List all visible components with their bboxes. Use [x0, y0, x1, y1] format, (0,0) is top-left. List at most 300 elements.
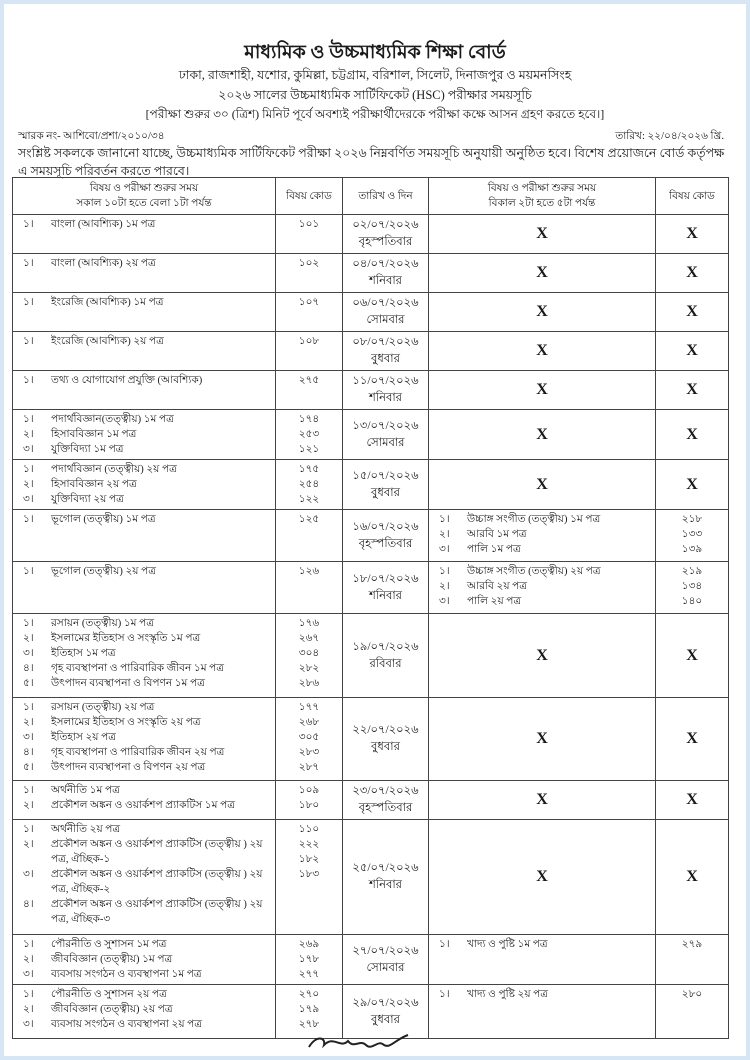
morning-codes-cell [276, 254, 343, 293]
exam-day: শনিবার [368, 275, 403, 287]
morning-subjects-cell [13, 985, 276, 1039]
item-number: ৪। [23, 747, 34, 758]
subject-name: ইংরেজি (আবশ্যিক) ১ম পত্র [51, 297, 164, 308]
subject-name: প্রকৌশল অঙ্কন ও ওয়ার্কশপ প্র্যাকটিস (তত্ত্বীয় ) ২য় পত্র, ঐচ্ছিক-২ [51, 869, 263, 895]
subject-code: ১৩৩ [681, 529, 703, 540]
subject-item [17, 700, 271, 715]
no-exam-mark: X [686, 730, 698, 747]
item-number: ৫। [23, 762, 34, 773]
subject-item [17, 798, 271, 813]
signature [304, 1029, 414, 1055]
no-exam-mark: X [686, 264, 698, 281]
no-exam-mark: X [536, 342, 548, 359]
subject-code: ২১৮ [681, 514, 703, 525]
subject-name: রসায়ন (তত্ত্বীয়) ২য় পত্র [51, 702, 155, 713]
exam-day: সোমবার [366, 436, 405, 449]
issue-date: তারিখ: ২২/০৪/২০২৬ খ্রি. [615, 131, 724, 142]
item-number: ২। [439, 581, 450, 592]
subject-name: গৃহ ব্যবস্থাপনা ও পারিবারিক জীবন ১ম পত্র [51, 663, 225, 674]
subject-item [17, 661, 271, 676]
no-exam-mark: X [536, 646, 548, 664]
exam-date: ১৯/০৭/২০২৬ [352, 640, 419, 653]
subject-code: ২৭৮ [298, 1019, 320, 1030]
item-number: ৫। [23, 678, 34, 689]
morning-subjects-cell [13, 254, 276, 293]
table-row [13, 510, 729, 562]
subject-name: আরবি ২য় পত্র [467, 581, 527, 592]
no-exam-mark: X [536, 730, 548, 747]
subject-code: ২৭৫ [298, 375, 320, 386]
subject-name: উৎপাদন ব্যবস্থাপনা ও বিপণন ১ম পত্র [51, 678, 205, 689]
subject-code: ১৮২ [298, 854, 320, 865]
header-code: বিষয় কোড [276, 178, 343, 215]
subject-code: ১৮০ [298, 800, 320, 811]
morning-codes-cell [276, 781, 343, 820]
no-exam-mark: X [536, 791, 548, 808]
date-day-cell [343, 820, 429, 935]
morning-codes-cell [276, 410, 343, 460]
header-morning-subject [13, 178, 276, 215]
no-exam-mark: X [536, 264, 548, 281]
no-exam-mark: X [686, 646, 698, 664]
afternoon-codes-cell [656, 460, 729, 510]
schedule-title: ২০২৬ সালের উচ্চমাধ্যমিক সার্টিফিকেট (HSC) পরীক্ষার সময়সূচি [218, 88, 532, 102]
afternoon-codes-cell [656, 562, 729, 614]
item-number: ১। [23, 785, 34, 796]
afternoon-codes-cell [656, 614, 729, 698]
afternoon-subjects-cell [429, 820, 656, 935]
exam-schedule-table [12, 177, 729, 1039]
subject-item [433, 542, 651, 557]
subject-code: ২৬৮ [298, 717, 320, 728]
morning-codes-cell [276, 371, 343, 410]
morning-subjects-cell [13, 293, 276, 332]
subject-code: ১২১ [298, 444, 320, 455]
exam-day: বৃহস্পতিবার [358, 537, 413, 550]
item-number: ১। [23, 514, 34, 525]
morning-subjects-cell [13, 215, 276, 254]
table-row [13, 698, 729, 781]
subject-item [17, 512, 271, 527]
morning-codes-cell [276, 460, 343, 510]
item-number: ১। [23, 219, 34, 230]
afternoon-codes-cell [656, 820, 729, 935]
subject-item [17, 646, 271, 661]
subject-item [17, 462, 271, 477]
subject-code: ২৫৪ [298, 479, 320, 490]
no-exam-mark: X [536, 225, 548, 242]
table-header-row [13, 178, 729, 215]
date-day-cell [343, 935, 429, 985]
item-number: ২। [23, 479, 34, 490]
item-number: ১। [23, 824, 34, 835]
item-number: ১। [23, 566, 34, 577]
morning-codes-cell [276, 510, 343, 562]
subject-name: উৎপাদন ব্যবস্থাপনা ও বিপণন ২য় পত্র [51, 762, 206, 773]
subject-code: ২৮০ [681, 989, 703, 1000]
afternoon-codes-cell [656, 781, 729, 820]
date-day-cell [343, 215, 429, 254]
morning-subjects-cell [13, 510, 276, 562]
subject-name: প্রকৌশল অঙ্কন ও ওয়ার্কশপ প্র্যাকটিস ১ম পত্র [51, 800, 235, 811]
morning-subjects-cell [13, 698, 276, 781]
afternoon-subjects-cell [429, 698, 656, 781]
afternoon-codes-cell [656, 215, 729, 254]
subject-code: ৩০৫ [298, 732, 320, 743]
no-exam-mark: X [686, 791, 698, 808]
morning-subjects-cell [13, 332, 276, 371]
afternoon-subjects-cell [429, 935, 656, 985]
subject-item [17, 616, 271, 631]
header-time: বিকাল ২টা হতে ৫টা পর্যন্ত [488, 198, 596, 209]
table-row [13, 460, 729, 510]
subject-item [17, 334, 271, 349]
subject-item [17, 442, 271, 457]
intro-paragraph: সংশ্লিষ্ট সকলকে জানানো যাচ্ছে, উচ্চমাধ্যমিক সার্টিফিকেট পরীক্ষা ২০২৬ নিম্নবর্ণিত সময়সূচি অনুযায়ী অনুষ্ঠিত হবে। বিশেষ প্রয়োজনে বোর্ড কর্তৃপক্ষ এ সময়সূচি পরিবর্তন করতে পারবে। [18, 146, 725, 178]
no-exam-mark: X [686, 475, 698, 493]
exam-date: ২৯/০৭/২০২৬ [352, 996, 419, 1009]
subject-name: প্রকৌশল অঙ্কন ও ওয়ার্কশপ প্র্যাকটিস (তত্ত্বীয় ) ২য় পত্র, ঐচ্ছিক-১ [51, 839, 263, 865]
afternoon-codes-cell [656, 985, 729, 1039]
subject-code: ১৭৯ [298, 1004, 320, 1015]
subject-item [17, 427, 271, 442]
no-exam-mark: X [536, 868, 548, 885]
exam-day: শনিবার [368, 879, 403, 891]
subject-name: রসায়ন (তত্ত্বীয়) ১ম পত্র [51, 618, 154, 629]
exam-date: ২৩/০৭/২০২৬ [352, 785, 419, 797]
table-row [13, 215, 729, 254]
morning-subjects-cell [13, 781, 276, 820]
subject-name: পৌরনীতি ও সুশাসন ১ম পত্র [51, 939, 167, 950]
subject-code: ১০১ [298, 219, 320, 230]
subject-name: পদার্থবিজ্ঞান (তত্ত্বীয়) ২য় পত্র [51, 464, 177, 475]
exam-day: বুধবার [371, 1013, 400, 1026]
subject-item [17, 760, 271, 775]
subject-item [17, 295, 271, 310]
subject-item [17, 412, 271, 427]
exam-date: ০৮/০৭/২০২৬ [352, 336, 419, 348]
subject-name: ইসলামের ইতিহাস ও সংস্কৃতি ১ম পত্র [51, 633, 201, 644]
subject-code: ২৮২ [298, 663, 320, 674]
exam-date: ২২/০৭/২০২৬ [352, 724, 419, 736]
subject-name: খাদ্য ও পুষ্টি ২য় পত্র [467, 989, 549, 1000]
afternoon-subjects-cell [429, 215, 656, 254]
morning-codes-cell [276, 698, 343, 781]
afternoon-codes-cell [656, 410, 729, 460]
item-number: ৪। [23, 899, 34, 910]
item-number: ২। [23, 633, 34, 644]
afternoon-codes-cell [656, 254, 729, 293]
afternoon-subjects-cell [429, 254, 656, 293]
subject-item [17, 217, 271, 232]
subject-name: গৃহ ব্যবস্থাপনা ও পারিবারিক জীবন ২য় পত্র [51, 747, 225, 758]
afternoon-codes-cell [656, 698, 729, 781]
subject-name: ব্যবসায় সংগঠন ও ব্যবস্থাপনা ২য় পত্র [51, 1019, 202, 1030]
header-date-day: তারিখ ও দিন [343, 178, 429, 215]
subject-name: বাংলা (আবশ্যিক) ১ম পত্র [51, 219, 156, 230]
afternoon-subjects-cell [429, 371, 656, 410]
subject-item [17, 745, 271, 760]
subject-code: ১৭৫ [298, 464, 320, 475]
no-exam-mark: X [536, 381, 548, 398]
morning-codes-cell [276, 614, 343, 698]
morning-subjects-cell [13, 614, 276, 698]
header-code-2: বিষয় কোড [656, 178, 729, 215]
subject-item [17, 952, 271, 967]
subject-item [17, 373, 271, 388]
exam-date: ১৮/০৭/২০২৬ [352, 572, 419, 585]
subject-item [17, 477, 271, 492]
exam-day: শনিবার [368, 589, 403, 602]
date-day-cell [343, 781, 429, 820]
subject-code: ২২২ [298, 839, 320, 850]
morning-subjects-cell [13, 820, 276, 935]
afternoon-subjects-cell [429, 293, 656, 332]
no-exam-mark: X [686, 342, 698, 359]
subject-code: ১৭৬ [298, 618, 320, 629]
morning-subjects-cell [13, 935, 276, 985]
item-number: ১। [23, 414, 34, 425]
date-day-cell [343, 460, 429, 510]
afternoon-subjects-cell [429, 410, 656, 460]
no-exam-mark: X [686, 425, 698, 443]
date-day-cell [343, 510, 429, 562]
table-row [13, 410, 729, 460]
exam-day: বৃহস্পতিবার [358, 236, 413, 248]
afternoon-subjects-cell [429, 332, 656, 371]
item-number: ২। [23, 839, 34, 850]
item-number: ১। [439, 939, 450, 950]
item-number: ১। [23, 336, 34, 347]
subject-item [17, 676, 271, 691]
subject-name: উচ্চাঙ্গ সংগীত (তত্ত্বীয়) ১ম পত্র [467, 514, 601, 525]
morning-codes-cell [276, 215, 343, 254]
exam-day: রবিবার [369, 657, 402, 670]
item-number: ১। [23, 258, 34, 269]
afternoon-codes-cell [656, 332, 729, 371]
subject-name: আরবি ১ম পত্র [467, 529, 527, 540]
morning-codes-cell [276, 562, 343, 614]
item-number: ১। [439, 989, 450, 1000]
subject-code: ২৮৬ [298, 678, 320, 689]
subject-item [433, 579, 651, 594]
document-page [4, 4, 746, 1056]
exam-date: ২৫/০৭/২০২৬ [352, 862, 419, 874]
subject-name: বাংলা (আবশ্যিক) ২য় পত্র [51, 258, 156, 269]
subject-name: ইতিহাস ১ম পত্র [51, 648, 116, 659]
item-number: ৩। [23, 1019, 34, 1030]
subject-code: ২৮৭ [298, 762, 320, 773]
exam-date: ১১/০৭/২০২৬ [352, 375, 419, 387]
subject-code: ১২২ [298, 494, 320, 505]
afternoon-subjects-cell [429, 510, 656, 562]
item-number: ১। [23, 939, 34, 950]
exam-day: সোমবার [366, 314, 405, 326]
item-number: ২। [23, 954, 34, 965]
subject-item [433, 512, 651, 527]
subject-code: ১৮৩ [298, 869, 320, 880]
subject-code: ১০৭ [298, 297, 320, 308]
exam-day: শনিবার [368, 392, 403, 404]
morning-codes-cell [276, 935, 343, 985]
subject-code: ১০৯ [298, 785, 320, 796]
afternoon-subjects-cell [429, 562, 656, 614]
afternoon-codes-cell [656, 371, 729, 410]
subject-code: ২৮৩ [298, 747, 320, 758]
subject-name: পদার্থবিজ্ঞান(তত্ত্বীয়) ১ম পত্র [51, 414, 174, 425]
subject-code: ১৪০ [681, 596, 703, 607]
subject-code: ২৭৯ [681, 939, 703, 950]
no-exam-mark: X [686, 381, 698, 398]
date-day-cell [343, 254, 429, 293]
date-day-cell [343, 562, 429, 614]
memo-number: স্মারক নং- আশিবো/প্রশা/২০১০/৩৪ [18, 131, 165, 142]
subject-name: ভূগোল (তত্ত্বীয়) ১ম পত্র [51, 514, 156, 525]
no-exam-mark: X [686, 225, 698, 242]
subject-code: ২৫৩ [298, 429, 320, 440]
subject-code: ১৩৪ [681, 581, 703, 592]
subject-item [433, 937, 651, 952]
subject-item [17, 783, 271, 798]
item-number: ২। [23, 429, 34, 440]
table-row [13, 332, 729, 371]
no-exam-mark: X [686, 303, 698, 320]
subject-name: ইতিহাস ২য় পত্র [51, 732, 116, 743]
afternoon-subjects-cell [429, 985, 656, 1039]
table-row [13, 254, 729, 293]
morning-subjects-cell [13, 410, 276, 460]
afternoon-codes-cell [656, 935, 729, 985]
exam-note: [পরীক্ষা শুরুর ৩০ (ত্রিশ) মিনিট পূর্বে অবশ্যই পরীক্ষার্থীদেরকে পরীক্ষা কক্ষে আসন গ্রহণ করতে হবে।] [145, 107, 605, 121]
subject-item [17, 897, 271, 927]
subject-name: ইসলামের ইতিহাস ও সংস্কৃতি ২য় পত্র [51, 717, 201, 728]
item-number: ১। [23, 618, 34, 629]
subject-name: পালি ১ম পত্র [467, 544, 521, 555]
no-exam-mark: X [536, 303, 548, 320]
subject-item [17, 867, 271, 897]
item-number: ১। [439, 566, 450, 577]
subject-name: অর্থনীতি ১ম পত্র [51, 785, 120, 796]
subject-code: ২৬৯ [298, 939, 320, 950]
date-day-cell [343, 614, 429, 698]
morning-codes-cell [276, 820, 343, 935]
subject-name: জীববিজ্ঞান (তত্ত্বীয়) ১ম পত্র [51, 954, 173, 965]
item-number: ৩। [23, 869, 34, 880]
no-exam-mark: X [536, 475, 548, 493]
exam-date: ১৩/০৭/২০২৬ [352, 419, 419, 432]
exam-day: সোমবার [366, 961, 405, 974]
item-number: ৩। [23, 444, 34, 455]
afternoon-subjects-cell [429, 781, 656, 820]
subject-name: ভূগোল (তত্ত্বীয়) ২য় পত্র [51, 566, 156, 577]
subject-item [17, 837, 271, 867]
subject-name: হিসাববিজ্ঞান ১ম পত্র [51, 429, 137, 440]
exam-date: ১৬/০৭/২০২৬ [352, 520, 419, 533]
item-number: ৩। [439, 544, 450, 555]
subject-item [17, 631, 271, 646]
item-number: ৩। [23, 732, 34, 743]
subject-name: খাদ্য ও পুষ্টি ১ম পত্র [467, 939, 548, 950]
item-number: ১। [23, 464, 34, 475]
morning-codes-cell [276, 332, 343, 371]
subject-name: হিসাববিজ্ঞান ২য় পত্র [51, 479, 137, 490]
subject-name: পালি ২য় পত্র [467, 596, 522, 607]
subject-code: ২৭০ [298, 989, 320, 1000]
date-day-cell [343, 698, 429, 781]
subject-item [17, 564, 271, 579]
item-number: ৩। [23, 969, 34, 980]
board-title: মাধ্যমিক ও উচ্চমাধ্যমিক শিক্ষা বোর্ড [244, 42, 506, 63]
item-number: ২। [439, 529, 450, 540]
subject-code: ১২৫ [298, 514, 320, 525]
subject-name: যুক্তিবিদ্যা ১ম পত্র [51, 444, 124, 455]
exam-date: ০৪/০৭/২০২৬ [352, 258, 419, 270]
table-row [13, 371, 729, 410]
table-row [13, 562, 729, 614]
no-exam-mark: X [536, 425, 548, 443]
afternoon-subjects-cell [429, 460, 656, 510]
subject-code: ১৭৭ [298, 702, 320, 713]
subject-code: ১০২ [298, 258, 320, 269]
item-number: ৪। [23, 663, 34, 674]
item-number: ১। [23, 989, 34, 1000]
item-number: ১। [439, 514, 450, 525]
subject-item [17, 256, 271, 271]
subject-name: পৌরনীতি ও সুশাসন ২য় পত্র [51, 989, 167, 1000]
item-number: ২। [23, 717, 34, 728]
afternoon-codes-cell [656, 293, 729, 332]
subject-item [17, 1002, 271, 1017]
morning-subjects-cell [13, 460, 276, 510]
item-number: ৩। [439, 596, 450, 607]
subject-code: ১৭৪ [298, 414, 320, 425]
subject-name: যুক্তিবিদ্যা ২য় পত্র [51, 494, 124, 505]
subject-item [17, 1017, 271, 1032]
date-day-cell [343, 410, 429, 460]
item-number: ৩। [23, 648, 34, 659]
exam-day: বুধবার [371, 486, 400, 499]
exam-date: ০৬/০৭/২০২৬ [352, 297, 419, 309]
no-exam-mark: X [686, 868, 698, 885]
header-afternoon-subject [429, 178, 656, 215]
subject-name: উচ্চাঙ্গ সংগীত (তত্ত্বীয়) ২য় পত্র [467, 566, 601, 577]
subject-code: ১৩৯ [681, 544, 703, 555]
item-number: ১। [23, 375, 34, 386]
subject-item [17, 987, 271, 1002]
subject-item [433, 594, 651, 609]
subject-name: তথ্য ও যোগাযোগ প্রযুক্তি (আবশ্যিক) [51, 375, 203, 386]
subject-item [17, 937, 271, 952]
subject-item [17, 715, 271, 730]
item-number: ২। [23, 1004, 34, 1015]
table-row [13, 820, 729, 935]
subject-code: ১১০ [298, 824, 320, 835]
subject-item [433, 987, 651, 1002]
subject-item [17, 822, 271, 837]
header-label: বিষয় ও পরীক্ষা শুরুর সময় [89, 183, 199, 194]
exam-date: ০২/০৭/২০২৬ [352, 219, 419, 231]
header-time: সকাল ১০টা হতে বেলা ১টা পর্যন্ত [76, 198, 212, 209]
exam-day: বৃহস্পতিবার [358, 802, 413, 814]
date-day-cell [343, 371, 429, 410]
item-number: ১। [23, 702, 34, 713]
header-label: বিষয় ও পরীক্ষা শুরুর সময় [487, 183, 597, 194]
afternoon-codes-cell [656, 510, 729, 562]
subject-code: ১২৬ [298, 566, 320, 577]
item-number: ৩। [23, 494, 34, 505]
exam-day: বুধবার [371, 353, 400, 365]
board-list: ঢাকা, রাজশাহী, যশোর, কুমিল্লা, চট্টগ্রাম, বরিশাল, সিলেট, দিনাজপুর ও ময়মনসিংহ [178, 68, 572, 82]
